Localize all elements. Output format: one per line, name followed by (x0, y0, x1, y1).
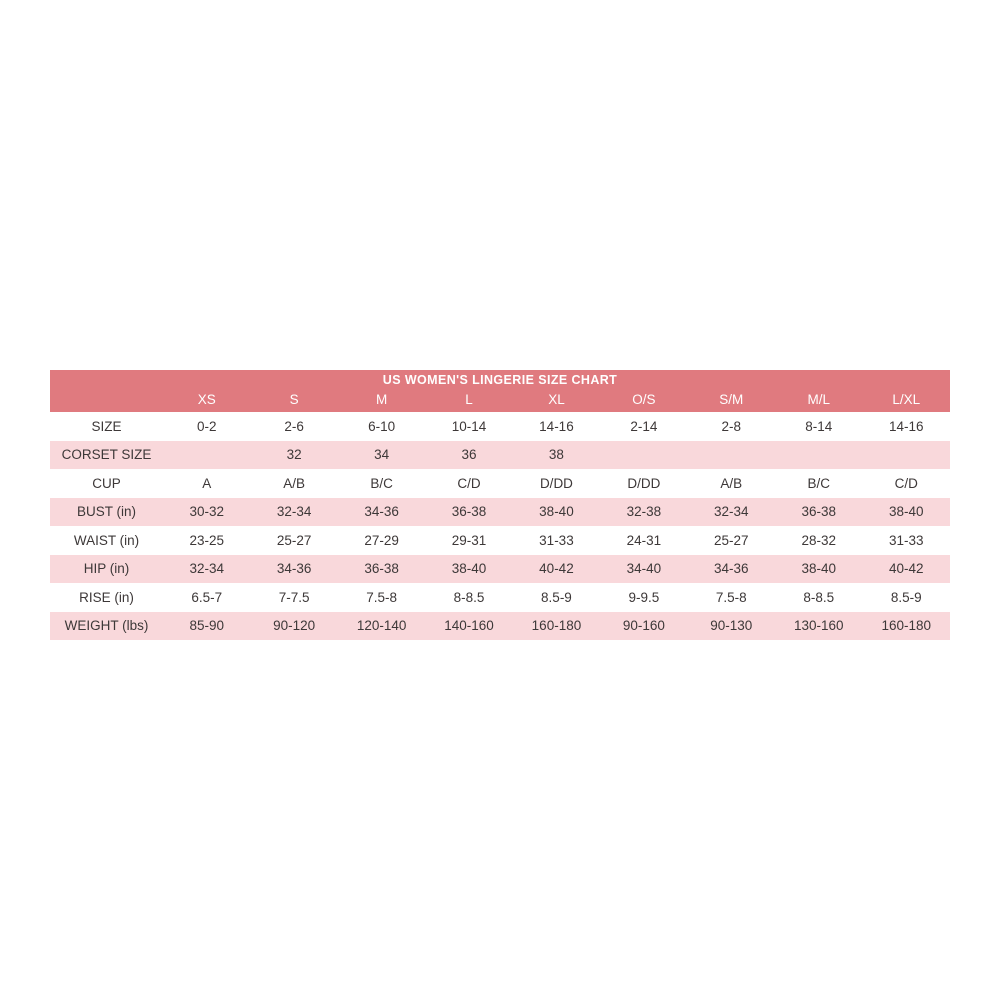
table-cell: 30-32 (189, 504, 225, 520)
table-cell (862, 441, 950, 470)
table-cell: 130-160 (793, 618, 844, 634)
table-cell: 34-36 (714, 561, 749, 577)
table-title-row (50, 370, 950, 390)
table-cell: C/D (457, 475, 481, 491)
table-cell: 10-14 (451, 418, 487, 434)
table-cell: 8.5-9 (890, 589, 922, 605)
column-header: S/M (719, 392, 744, 407)
table-cell: 36 (461, 447, 477, 463)
table-cell: 38-40 (801, 561, 836, 577)
table-cell: 38-40 (539, 504, 574, 520)
column-header: M/L (807, 392, 830, 407)
size-table-body (50, 412, 950, 640)
size-chart-table (50, 370, 950, 640)
table-cell: 2-14 (630, 418, 658, 434)
table-cell: 8-8.5 (453, 589, 485, 605)
row-label: RISE (in) (79, 589, 134, 605)
table-cell: 32 (286, 447, 302, 463)
table-cell: 8-8.5 (803, 589, 835, 605)
table-row (50, 498, 950, 527)
row-label: WEIGHT (lbs) (64, 618, 149, 634)
table-title: US WOMEN'S LINGERIE SIZE CHART (382, 373, 618, 387)
table-cell: D/DD (627, 475, 661, 491)
table-cell: 34-36 (364, 504, 399, 520)
table-cell: 25-27 (714, 532, 749, 548)
table-cell: 7-7.5 (278, 589, 310, 605)
table-cell: 23-25 (189, 532, 225, 548)
table-cell: 36-38 (451, 504, 487, 520)
table-cell: 90-160 (622, 618, 665, 634)
column-header-row (50, 390, 950, 412)
table-cell: 40-42 (888, 561, 924, 577)
table-cell: 36-38 (364, 561, 399, 577)
table-cell: 29-31 (451, 532, 487, 548)
table-cell: 14-16 (539, 418, 574, 434)
column-header: O/S (632, 392, 656, 407)
table-cell (163, 441, 250, 470)
column-header: L/XL (892, 392, 921, 407)
size-chart (50, 370, 950, 640)
table-cell: 160-180 (531, 618, 582, 634)
column-header: S (289, 392, 299, 407)
row-label: SIZE (91, 418, 122, 434)
row-label: BUST (in) (77, 504, 137, 520)
table-cell: 120-140 (356, 618, 407, 634)
table-cell: 38-40 (451, 561, 487, 577)
table-cell: 38 (548, 447, 564, 463)
table-cell: 40-42 (539, 561, 574, 577)
table-cell: A/B (283, 475, 306, 491)
table-cell: 6-10 (368, 418, 396, 434)
row-label: HIP (in) (83, 561, 130, 577)
table-cell: 32-34 (189, 561, 225, 577)
table-cell: B/C (370, 475, 393, 491)
table-cell: 90-120 (273, 618, 316, 634)
table-cell (600, 441, 687, 470)
table-cell: 7.5-8 (366, 589, 397, 605)
table-cell: 36-38 (801, 504, 836, 520)
table-cell: 7.5-8 (715, 589, 747, 605)
table-cell: D/DD (539, 475, 573, 491)
table-cell: 24-31 (626, 532, 662, 548)
table-cell: 8-14 (805, 418, 833, 434)
table-cell: 34-40 (626, 561, 662, 577)
table-cell (775, 441, 862, 470)
table-cell: 32-34 (714, 504, 749, 520)
table-cell: 160-180 (881, 618, 931, 634)
table-cell: 90-130 (710, 618, 753, 634)
table-cell: A (202, 475, 212, 491)
table-row (50, 583, 950, 612)
table-cell: 31-33 (539, 532, 574, 548)
table-row (50, 469, 950, 498)
table-row (50, 526, 950, 555)
table-cell: 2-6 (284, 418, 304, 434)
table-cell: 27-29 (364, 532, 399, 548)
table-cell (688, 441, 775, 470)
header-corner-cell (50, 390, 163, 412)
column-header: M (375, 392, 388, 407)
table-cell: 0-2 (197, 418, 217, 434)
row-label: WAIST (in) (73, 532, 140, 548)
table-cell: 34-36 (276, 561, 312, 577)
row-label: CUP (92, 475, 121, 491)
table-cell: 8.5-9 (541, 589, 572, 605)
table-cell: B/C (807, 475, 830, 491)
table-cell: 6.5-7 (191, 589, 223, 605)
table-cell: 31-33 (888, 532, 924, 548)
table-cell: 38-40 (888, 504, 924, 520)
table-row (50, 555, 950, 584)
column-header: XL (548, 392, 565, 407)
table-cell: 32-34 (276, 504, 312, 520)
table-cell: 25-27 (276, 532, 312, 548)
table-row (50, 441, 950, 470)
table-cell: A/B (720, 475, 743, 491)
table-row (50, 612, 950, 641)
column-header: XS (197, 392, 216, 407)
column-header: L (465, 392, 473, 407)
table-cell: C/D (894, 475, 918, 491)
table-cell: 28-32 (801, 532, 836, 548)
table-cell: 85-90 (189, 618, 225, 634)
table-cell: 14-16 (888, 418, 924, 434)
table-cell: 140-160 (444, 618, 494, 634)
table-cell: 34 (374, 447, 390, 463)
table-row (50, 412, 950, 441)
table-cell: 2-8 (721, 418, 742, 434)
table-cell: 9-9.5 (628, 589, 660, 605)
table-cell: 32-38 (626, 504, 662, 520)
row-label: CORSET SIZE (61, 447, 152, 463)
